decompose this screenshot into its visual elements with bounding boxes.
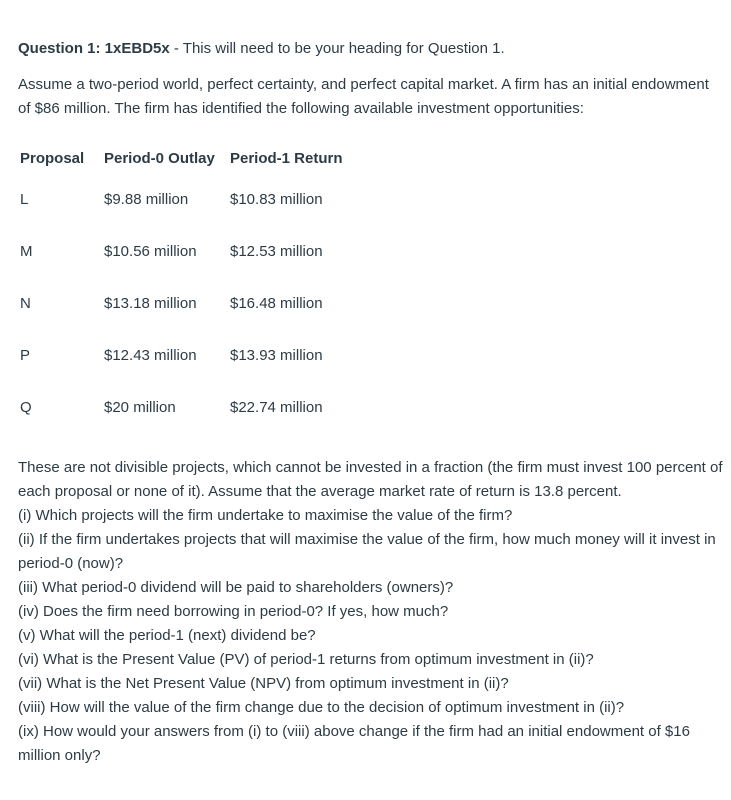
return-cell: $13.93 million (230, 346, 323, 364)
table-header-row (20, 143, 360, 173)
proposal-cell: L (20, 190, 29, 208)
question-item: (v) What will the period-1 (next) dividend be? (18, 627, 316, 644)
outlay-cell: $9.88 million (104, 190, 189, 208)
question-heading-rest: - This will need to be your heading for Question 1. (169, 40, 505, 57)
outlay-cell: $12.43 million (104, 346, 197, 364)
return-cell: $12.53 million (230, 242, 323, 260)
return-cell: $10.83 million (230, 190, 323, 208)
proposal-cell: N (20, 294, 31, 312)
header-period-0-outlay: Period-0 Outlay (104, 149, 215, 167)
outlay-cell: $13.18 million (104, 294, 197, 312)
question-item: (vi) What is the Present Value (PV) of period-1 returns from optimum investment in (ii)? (18, 651, 594, 668)
question-heading (18, 38, 505, 60)
return-cell: $22.74 million (230, 398, 323, 416)
header-period-1-return: Period-1 Return (230, 149, 343, 167)
question-item: (vii) What is the Net Present Value (NPV) from optimum investment in (ii)? (18, 675, 509, 692)
table-row (20, 277, 360, 329)
table-row (20, 225, 360, 277)
return-cell: $16.48 million (230, 294, 323, 312)
assumptions-paragraph: These are not divisible projects, which cannot be invested in a fraction (the firm must invest 100 percent of each proposal or none of it). Assume that the average market rate of return is 13.8 percent. (18, 459, 723, 500)
outlay-cell: $20 million (104, 398, 176, 416)
proposal-cell: Q (20, 398, 32, 416)
question-item: (viii) How will the value of the firm change due to the decision of optimum investment in (ii)? (18, 699, 625, 716)
intro-paragraph: Assume a two-period world, perfect certainty, and perfect capital market. A firm has an initial endowment of $86 million. The firm has identified the following available investment opportunities: (18, 76, 709, 117)
table-row (20, 329, 360, 381)
table-row (20, 381, 360, 433)
question-item: (iii) What period-0 dividend will be paid to shareholders (owners)? (18, 579, 454, 596)
question-item: (ii) If the firm undertakes projects that will maximise the value of the firm, how much money will it invest in period-0 (now)? (18, 531, 716, 572)
table-row (20, 173, 360, 225)
proposal-cell: P (20, 346, 31, 364)
outlay-cell: $10.56 million (104, 242, 197, 260)
header-proposal: Proposal (20, 149, 85, 167)
question-item: (iv) Does the firm need borrowing in period-0? If yes, how much? (18, 603, 449, 620)
post-table-section (18, 456, 723, 768)
question-heading-bold: Question 1: 1xEBD5x (18, 40, 170, 57)
question-item: (i) Which projects will the firm undertake to maximise the value of the firm? (18, 507, 513, 524)
proposal-cell: M (20, 242, 33, 260)
proposals-table (20, 143, 360, 433)
question-item: (ix) How would your answers from (i) to (viii) above change if the firm had an initial endowment of $16 million only? (18, 723, 690, 764)
